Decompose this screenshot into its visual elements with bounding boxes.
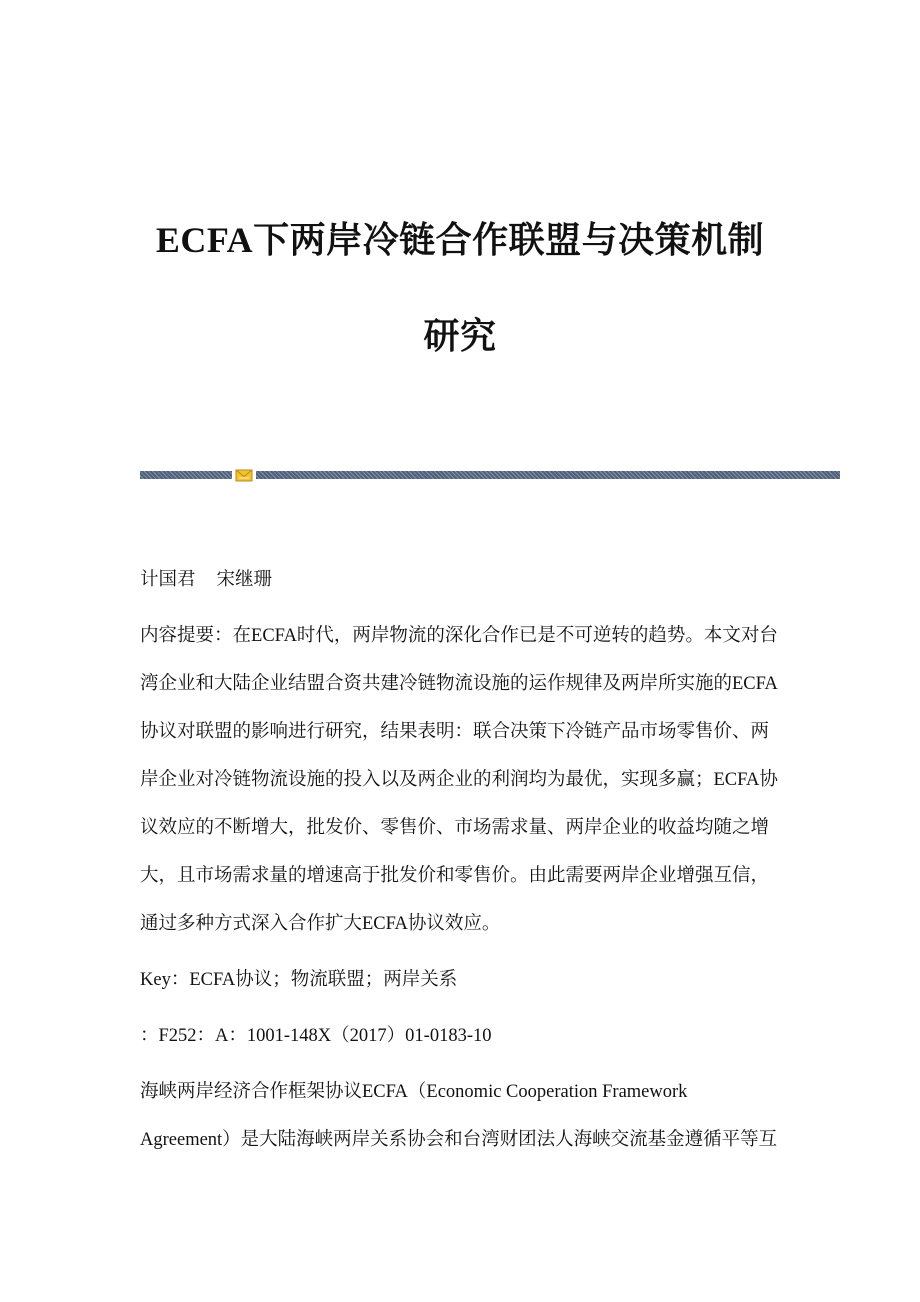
abstract-line: 大，且市场需求量的增速高于批发价和零售价。由此需要两岸企业增强互信，	[140, 866, 770, 886]
abstract-line: 湾企业和大陆企业结盟合资共建冷链物流设施的运作规律及两岸所实施的ECFA	[140, 674, 778, 694]
abstract-line: 岸企业对冷链物流设施的投入以及两企业的利润均为最优，实现多赢；ECFA协	[140, 770, 778, 790]
body-text-line: Agreement）是大陆海峡两岸关系协会和台湾财团法人海峡交流基金遵循平等互	[140, 1130, 778, 1150]
abstract-text: 在ECFA时代，两岸物流的深化合作已是不可逆转的趋势。本文对台	[232, 626, 778, 646]
abstract-line: 议效应的不断增大，批发价、零售价、市场需求量、两岸企业的收益均随之增	[140, 818, 770, 838]
author-name: 宋继珊	[216, 570, 273, 590]
keywords-line: Key：ECFA协议；物流联盟；两岸关系	[140, 970, 458, 990]
author-name: 计国君	[140, 570, 196, 590]
abstract-line: 协议对联盟的影响进行研究，结果表明：联合决策下冷链产品市场零售价、两	[140, 722, 770, 742]
abstract-line: 通过多种方式深入合作扩大ECFA协议效应。	[140, 914, 501, 934]
envelope-ornament-icon	[235, 467, 253, 483]
abstract-line	[140, 612, 778, 660]
body-text-line: 海峡两岸经济合作框架协议ECFA（Economic Cooperation Framework	[140, 1082, 688, 1102]
abstract-label: 内容提要：	[140, 626, 233, 646]
paper-title-line-1: ECFA下两岸冷链合作联盟与决策机制	[155, 220, 765, 260]
title-divider-left	[140, 471, 232, 479]
title-divider-right	[256, 471, 840, 479]
paper-title-line-2: 研究	[423, 316, 497, 356]
classification-line: ：F252：A：1001-148X（2017）01-0183-10	[140, 1026, 492, 1046]
author-list	[140, 556, 272, 604]
